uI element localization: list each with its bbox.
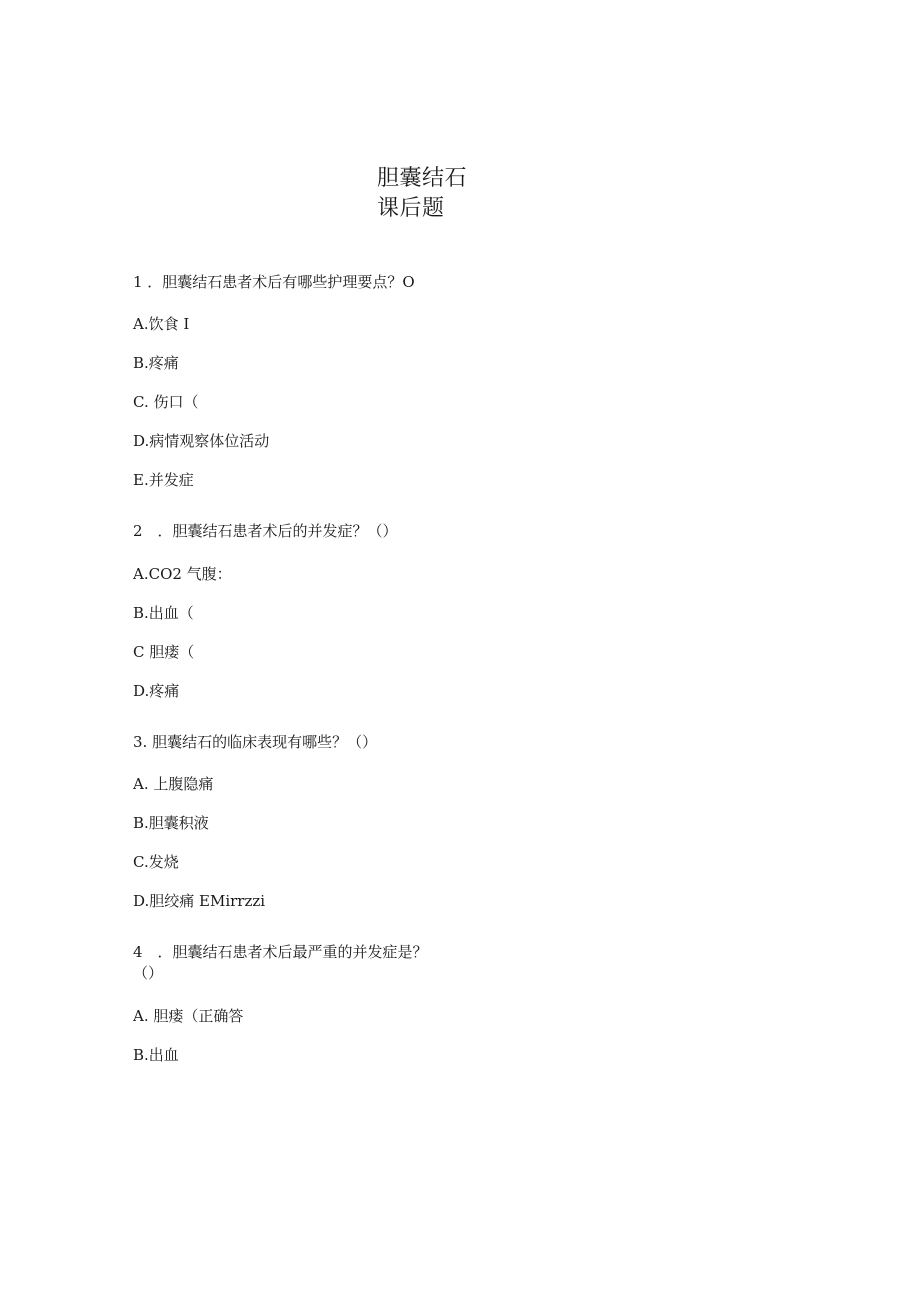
question-2-prompt: 2 ．胆囊结石患者术后的并发症？（） [133, 522, 398, 540]
question-1-prompt: 1 ．胆囊结石患者术后有哪些护理要点？O [133, 273, 415, 291]
question-1-option-c: C. 伤口（ [133, 393, 199, 411]
question-4-prompt: 4 ．胆囊结石患者术后最严重的并发症是？ [133, 943, 428, 961]
question-1-option-d: D.病情观察体位活动 [133, 432, 270, 450]
question-2-option-c: C 胆瘘（ [133, 643, 195, 661]
question-3-prompt: 3. 胆囊结石的临床表现有哪些？（） [133, 733, 378, 751]
question-1-option-e: E.并发症 [133, 471, 194, 489]
question-2-option-a: A.CO2 气腹： [133, 565, 232, 583]
title-block [377, 164, 467, 224]
question-3-option-d: D.胆绞痛 EMirrzzi [133, 892, 266, 910]
question-1-option-b: B.疼痛 [133, 354, 179, 372]
question-3-option-b: B.胆囊积液 [133, 814, 209, 832]
question-1-option-a: A.饮食 I [133, 315, 190, 333]
question-4-option-b: B.出血 [133, 1046, 179, 1064]
question-3-option-c: C.发烧 [133, 853, 179, 871]
question-4-prompt-continuation: （） [133, 964, 164, 982]
question-2-option-d: D.疼痛 [133, 682, 180, 700]
question-4-option-a: A. 胆瘘（正确答 [133, 1007, 244, 1025]
question-2-option-b: B.出血（ [133, 604, 194, 622]
question-3-option-a: A. 上腹隐痛 [133, 775, 214, 793]
document-title: 胆囊结石 [377, 166, 468, 191]
document-subtitle: 课后题 [377, 196, 445, 221]
